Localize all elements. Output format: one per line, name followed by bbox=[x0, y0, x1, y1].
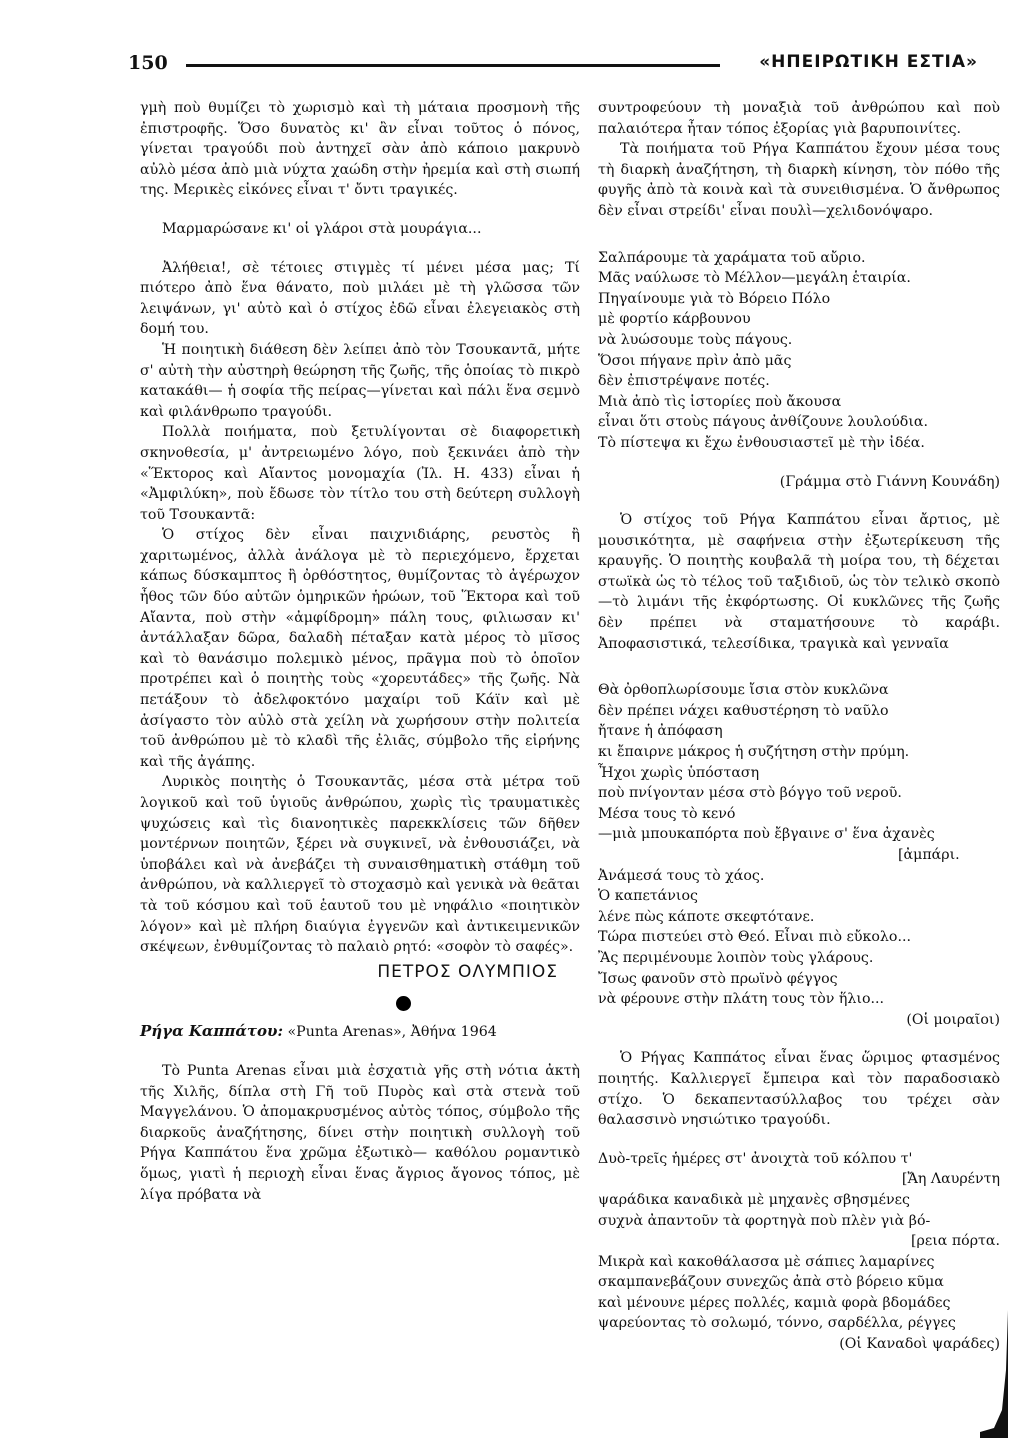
book-title: «Punta Arenas», Ἀθήνα 1964 bbox=[287, 1024, 497, 1041]
paragraph: Ἀλήθεια!, σὲ τέτοιες στιγμὲς τί μένει μέσα μας; Τί πιότερο ἀπὸ ἕνα θάνατο, ποὺ μιλάει μὲ τὴ γλῶσσα τῶν λειψάνων, γι' αὐτὸ καὶ ὁ στίχος ἐδῶ εἶναι ἐλεγειακὸς στὴ δομή του. bbox=[140, 259, 580, 338]
poem-excerpt-2 bbox=[598, 680, 1000, 1010]
verse-line: Ἦχοι χωρὶς ὑπόσταση bbox=[598, 764, 760, 781]
verse-line: Μιὰ ἀπὸ τὶς ἱστορίες ποὺ ἄκουσα bbox=[598, 393, 842, 410]
paragraph: Ὁ στίχος τοῦ Ρήγα Καππάτου εἶναι ἄρτιος, μὲ μουσικότητα, μὲ σαφήνεια στὴν ἐξωτερίκευση τῆς κραυγῆς. Ὁ ποιητὴς κουβαλᾶ τὴ μοίρα του, τὴ δέχεται στωϊκὰ ὡς τὸ τέλος τοῦ ταξιδιοῦ, ὡς τὸν τελικὸ σκοπὸ—τὸ λιμάνι τῆς ἐκφόρτωσης. Οἱ κυκλῶνες τῆς ζωῆς δὲν πρέπει νὰ σταματήσουνε τὸ καράβι. Ἀποφασιστικά, τελεσίδικα, τραγικὰ καὶ γενναῖα bbox=[598, 512, 1000, 652]
header-rule bbox=[186, 64, 720, 67]
verse-line: ψαρεύοντας τὸ σολωμό, τόννο, σαρδέλλα, ρέγγες bbox=[598, 1315, 956, 1332]
paragraph: Ὁ Ρήγας Καππάτος εἶναι ἕνας ὥριμος φτασμένος ποιητής. Καλλιεργεῖ ἔμπειρα καὶ τὸν παραδοσιακὸ στίχο. Ὁ δεκαπεντασύλλαβος του τρέχει σὰν θαλασσινὸ νησιώτικο τραγούδι. bbox=[598, 1050, 1000, 1129]
verse-line: δὲν πρέπει νάχει καθυστέρηση τὸ ναῦλο bbox=[598, 702, 889, 719]
book-author: Ρήγα Καππάτου: bbox=[140, 1022, 283, 1041]
article-author: ΠΕΤΡΟΣ ΟΛΥΜΠΙΟΣ bbox=[377, 961, 558, 982]
paragraph: Ὁ στίχος δὲν εἶναι παιχνιδιάρης, ρευστὸς ἢ χαριτωμένος, ἀλλὰ ἀνάλογα μὲ τὸ περιεχόμενο, ἔρχεται κάπως δύσκαμπτος ἢ ὀρθόστητος, θυμίζοντας τὸ ἀγέρωχον ἦθος τῶν δύο αὐτῶν ὁμηρικῶν ἡρώων, τοῦ Ἕκτορα καὶ τοῦ Αἴαντα, ποὺ στὴν «ἀμφίδρομη» πάλη τους, φιλιωσαν κι' ἀντάλλαξαν δῶρα, δαλαδὴ πέταξαν κατὰ μέρος τὸ μῖσος καὶ τὸ θανάσιμο πολεμικὸ μένος, πρᾶγμα ποὺ τὸ ὁποῖον προτρέπει καὶ ὁ ποιητὴς τοὺς «χορευτάδες» τῆς ζωῆς. Νὰ πετάξουν τὸ ἀδελφοκτόνο μαχαίρι τοῦ Κάϊν καὶ μὲ ἀσίγαστο τὸν αὐλὸ στὰ χείλη νὰ χωρήσουν στὴν πολιτεία τοῦ ἀνθρώπου μὲ τὸ κλαδὶ τῆς ἐλιᾶς, σύμβολο τῆς εἰρήνης καὶ τῆς ἀγάπης. bbox=[140, 527, 580, 770]
verse-line: Ἴσως φανοῦν στὸ πρωϊνὸ φέγγος bbox=[598, 970, 838, 987]
verse-line: κι ἔπαιρνε μάκρος ἡ συζήτηση στὴν πρύμη. bbox=[598, 744, 910, 761]
verse-line: Θὰ ὀρθοπλωρίσουμε ἴσια στὸν κυκλῶνα bbox=[598, 682, 889, 699]
verse-continuation: [ἀμπάρι. bbox=[898, 847, 960, 863]
verse-line: Δυὸ-τρεῖς ἡμέρες στ' ἀνοιχτὰ τοῦ κόλπου τ' bbox=[598, 1150, 913, 1167]
verse-line: ψαράδικα καναδικὰ μὲ μηχανὲς σβησμένες bbox=[598, 1191, 910, 1208]
paragraph: Τὰ ποιήματα τοῦ Ρήγα Καππάτου ἔχουν μέσα τους τὴ διαρκὴ ἀναζήτηση, τὴ διαρκὴ κίνηση, τὸν πόθο τῆς φυγῆς ἀπὸ τὰ κοινὰ καὶ τὰ συνειθισμένα. Ὁ ἄνθρωπος δὲν εἶναι στρείδι' εἶναι πουλὶ—χελιδονόψαρο. bbox=[598, 141, 1000, 219]
verse-line: δὲν ἐπιστρέψανε ποτές. bbox=[598, 373, 770, 390]
poem-excerpt-1 bbox=[598, 248, 1000, 454]
right-column bbox=[598, 98, 1000, 1355]
verse-continuation: [Ἄη Λαυρέντη bbox=[901, 1171, 1000, 1188]
verse-line: Ὁ καπετάνιος bbox=[598, 888, 698, 905]
page-number: 150 bbox=[128, 52, 168, 74]
scan-edge-mark bbox=[980, 1310, 1010, 1438]
paragraph: γμὴ ποὺ θυμίζει τὸ χωρισμὸ καὶ τὴ μάταια προσμονὴ τῆς ἐπιστροφῆς. Ὅσο δυνατὸς κι' ἂν εἶναι τοῦτος ὁ πόνος, γίνεται τραγούδι ποὺ ἀντηχεῖ σὰν ἀπὸ κάποιο μακρυνὸ αὐλὸ μέσα ἀπὸ μιὰ νύχτα χαώδη στὴν ἠρεμία καὶ στὴ σιωπή της. Μερικὲς εἰκόνες εἶναι τ' ὄντι τραγικές. bbox=[140, 100, 580, 199]
verse-line: εἶναι ὅτι στοὺς πάγους ἀνθίζουνε λουλούδια. bbox=[598, 414, 928, 431]
page-header bbox=[128, 52, 978, 82]
verse-line: Μᾶς ναύλωσε τὸ Μέλλον—μεγάλη ἑταιρία. bbox=[598, 270, 911, 287]
verse-line: —μιὰ μπουκαπόρτα ποὺ ἔβγαινε σ' ἕνα ἀχανὲς bbox=[598, 826, 935, 843]
verse-line: Μέσα τους τὸ κενό bbox=[598, 805, 736, 822]
verse-line: Μικρὰ καὶ κακοθάλασσα μὲ σάπιες λαμαρίνες bbox=[598, 1253, 935, 1270]
paragraph: συντροφεύουν τὴ μοναξιὰ τοῦ ἀνθρώπου καὶ ποὺ παλαιότερα ἦταν τόπος ἐξορίας γιὰ βαρυποινίτες. bbox=[598, 100, 1000, 137]
verse-line: Ἀνάμεσά τους τὸ χάος. bbox=[598, 867, 765, 884]
verse-line: Ἂς περιμένουμε λοιπὸν τοὺς γλάρους. bbox=[598, 949, 874, 966]
verse-line: σκαμπανεβάζουν συνεχῶς ἀπὰ στὸ βόρειο κῦμα bbox=[598, 1274, 944, 1291]
verse-continuation: [ρεια πόρτα. bbox=[910, 1233, 1000, 1250]
poem-source: (Γράμμα στὸ Γιάννη Κουνάδη) bbox=[779, 473, 1000, 490]
poem-excerpt-3 bbox=[598, 1149, 1000, 1334]
verse-line: νὰ φέρουνε στὴν πλάτη τους τὸν ἥλιο... bbox=[598, 991, 885, 1008]
verse-line: Τώρα πιστεύει στὸ Θεό. Εἶναι πιὸ εὔκολο... bbox=[598, 929, 911, 946]
paragraph: Τὸ Punta Arenas εἶναι μιὰ ἐσχατιὰ γῆς στὴ νότια ἀκτὴ τῆς Χιλῆς, δίπλα στὴ Γῆ τοῦ Πυρὸς καὶ στὰ στενὰ τοῦ Μαγγελάνου. Ὁ ἀπομακρυσμένος αὐτὸς τόπος, σύμβολο τῆς διαρκοῦς ἀναζήτησης, δίνει στὴν ποιητικὴ συλλογὴ τοῦ Ρήγα Καππάτου ἕνα χρῶμα ἐξωτικὸ— καθόλου ρομαντικὸ ὅμως, γιατὶ ἡ περιοχὴ εἶναι ἕνας ἄγριος ἄγονος τόπος, μὲ λίγα πρόβατα νὰ bbox=[140, 1062, 580, 1203]
verse-line: μὲ φορτίο κάρβουνου bbox=[598, 311, 751, 328]
verse-line: λένε πὼς κάποτε σκεφτότανε. bbox=[598, 908, 815, 925]
paragraph: Λυρικὸς ποιητὴς ὁ Τσουκαντᾶς, μέσα στὰ μέτρα τοῦ λογικοῦ καὶ τοῦ ὑγιοῦς ἀνθρώπου, χωρὶς τὶς τραυματικὲς ψυχώσεις καὶ τὶς διανοητικὲς παρεκκλίσεις τῶν δῆθεν μοντέρνων ποιητῶν, ξέρει νὰ συγκινεῖ, νὰ ἐνθουσιάζει, νὰ ὑποβάλει καὶ νὰ ἀνεβάζει τὴ συναισθηματικὴ στάθμη τοῦ ἀνθρώπου, νὰ καλλιεργεῖ τὸ στοχασμὸ καὶ γενικὰ νὰ θεᾶται τὰ τοῦ κόσμου καὶ τοῦ ἑαυτοῦ του μὲ νηφάλιο «ποιητικὸν λόγον» καὶ μὲ πλήρη διαύγια ἐγγενῶν καὶ ἀντικειμενικῶν σκέψεων, ἐνθυμίζοντας τὸ παλαιὸ ρητό: «σοφὸν τὸ σαφές». bbox=[140, 774, 580, 956]
verse-line: Ὅσοι πήγανε πρὶν ἀπὸ μᾶς bbox=[598, 352, 792, 369]
left-column bbox=[140, 98, 580, 1205]
verse-line: καὶ μένουνε μέρες πολλές, καμιὰ φορὰ βδομάδες bbox=[598, 1294, 951, 1311]
verse-quote: Μαρμαρώσανε κι' οἱ γλάροι στὰ μουράγια... bbox=[162, 220, 482, 237]
book-reference bbox=[140, 1021, 580, 1043]
section-bullet bbox=[396, 996, 411, 1011]
paragraph: Πολλὰ ποιήματα, ποὺ ξετυλίγονται σὲ διαφορετικὴ σκηνοθεσία, μ' ἀντρειωμένο λόγο, ποὺ ξεκινάει ἀπὸ τὴν «Ἕκτορος καὶ Αἴαντος μονομαχία (Ἰλ. Η. 433) εἶναι ἡ «Ἀμφιλύκη», ποὺ ἔδωσε τὸν τίτλο του στὴ δεύτερη συλλογὴ τοῦ Τσουκαντᾶ: bbox=[140, 424, 580, 523]
verse-line: Τὸ πίστεψα κι ἔχω ἐνθουσιαστεῖ μὲ τὴν ἰδέα. bbox=[598, 434, 925, 451]
poem-source: (Οἱ μοιραῖοι) bbox=[906, 1011, 1000, 1028]
verse-line: Σαλπάρουμε τὰ χαράματα τοῦ αὔριο. bbox=[598, 249, 866, 266]
poem-source: (Οἱ Καναδοὶ ψαράδες) bbox=[839, 1336, 1000, 1353]
verse-line: ποὺ πνίγονταν μέσα στὸ βόγγο τοῦ νεροῦ. bbox=[598, 785, 902, 802]
paragraph: Ἡ ποιητικὴ διάθεση δὲν λείπει ἀπὸ τὸν Τσουκαντᾶ, μήτε σ' αὐτὴ τὴν αὐστηρὴ θεώρηση τῆς ζωῆς, τῆς ὁποίας τὸ πικρὸ κατακάθι— ἡ σοφία τῆς πείρας—γίνεται καὶ πάλι ἕνα σεμνὸ καὶ φιλάνθρωπο τραγούδι. bbox=[140, 341, 580, 420]
verse-line: Πηγαίνουμε γιὰ τὸ Βόρειο Πόλο bbox=[598, 290, 831, 307]
verse-line: συχνὰ ἀπαντοῦν τὰ φορτηγὰ ποὺ πλὲν γιὰ βό- bbox=[598, 1212, 931, 1229]
verse-line: ἤτανε ἡ ἀπόφαση bbox=[598, 723, 723, 740]
verse-line: νὰ λυώσουμε τοὺς πάγους. bbox=[598, 331, 793, 348]
journal-title: «ΗΠΕΙΡΩΤΙΚΗ ΕΣΤΙΑ» bbox=[759, 52, 978, 72]
